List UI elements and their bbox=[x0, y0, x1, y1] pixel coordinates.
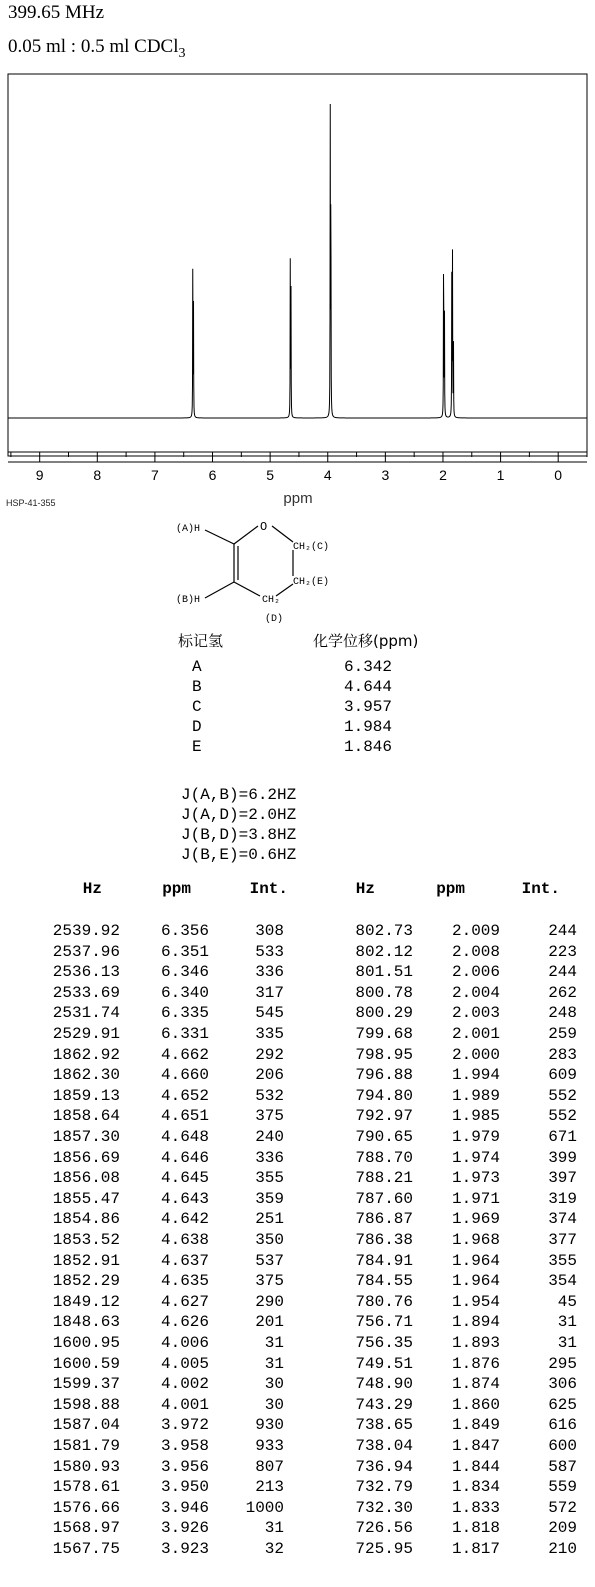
peak-intensity: 399 bbox=[548, 1148, 577, 1167]
shift-header-shift: 化学位移(ppm) bbox=[313, 632, 419, 650]
label-D-group: CH₂ bbox=[262, 595, 281, 606]
peak-hz: 1598.88 bbox=[52, 1395, 120, 1414]
x-tick-label: 5 bbox=[266, 467, 275, 483]
peak-intensity: 587 bbox=[548, 1457, 577, 1476]
peak-intensity: 31 bbox=[557, 1313, 577, 1332]
peak-hz: 780.76 bbox=[355, 1292, 413, 1311]
plot-frame bbox=[8, 74, 587, 456]
peak-ppm: 2.008 bbox=[451, 942, 500, 961]
peak-ppm: 1.985 bbox=[451, 1107, 500, 1126]
peak-intensity: 31 bbox=[557, 1334, 577, 1352]
peak-intensity: 259 bbox=[548, 1025, 577, 1043]
shift-label: C bbox=[192, 698, 202, 716]
peak-ppm: 4.626 bbox=[160, 1313, 209, 1332]
peak-intensity: 336 bbox=[255, 963, 284, 982]
peak-ppm: 1.954 bbox=[451, 1292, 500, 1311]
peak-ppm: 1.964 bbox=[451, 1251, 500, 1270]
structure-bonds bbox=[205, 526, 293, 598]
peak-hz: 798.95 bbox=[355, 1045, 413, 1064]
peak-hz: 1853.52 bbox=[52, 1231, 120, 1249]
peak-hz: 2531.74 bbox=[52, 1004, 120, 1023]
label-O: O bbox=[260, 520, 268, 534]
peak-ppm: 4.001 bbox=[160, 1395, 209, 1414]
peak-intensity: 552 bbox=[548, 1086, 577, 1105]
peak-hz: 1568.97 bbox=[52, 1519, 120, 1538]
peak-intensity: 251 bbox=[255, 1210, 284, 1229]
peak-hz: 1581.79 bbox=[52, 1437, 120, 1455]
coupling-constants bbox=[181, 786, 296, 866]
peak-intensity: 248 bbox=[548, 1004, 577, 1023]
shift-label: B bbox=[192, 678, 202, 696]
peak-intensity: 600 bbox=[548, 1437, 577, 1455]
peak-intensity: 336 bbox=[255, 1148, 284, 1167]
peak-intensity: 671 bbox=[548, 1128, 577, 1146]
peak-ppm: 1.893 bbox=[451, 1334, 500, 1352]
peak-ppm: 2.009 bbox=[451, 922, 500, 940]
peak-hz: 738.04 bbox=[355, 1437, 413, 1455]
peak-col-header: ppm bbox=[162, 880, 191, 898]
peak-hz: 738.65 bbox=[355, 1416, 413, 1435]
peak-ppm: 4.635 bbox=[160, 1272, 209, 1291]
shift-value: 4.644 bbox=[344, 678, 393, 696]
peak-ppm: 1.860 bbox=[451, 1395, 500, 1414]
peak-ppm: 6.331 bbox=[160, 1025, 209, 1043]
peak-intensity: 930 bbox=[255, 1416, 284, 1435]
peak-col-header: Int. bbox=[249, 880, 288, 898]
peak-intensity: 1000 bbox=[245, 1498, 284, 1517]
peak-hz: 756.71 bbox=[355, 1313, 413, 1332]
shift-value: 1.846 bbox=[344, 738, 393, 756]
peak-intensity: 377 bbox=[548, 1231, 577, 1249]
peak-hz: 1856.08 bbox=[52, 1169, 120, 1188]
peak-hz: 1854.86 bbox=[52, 1210, 120, 1229]
peak-hz: 726.56 bbox=[355, 1519, 413, 1538]
peak-intensity: 559 bbox=[548, 1478, 577, 1497]
shift-value: 3.957 bbox=[344, 698, 393, 716]
peak-intensity: 213 bbox=[255, 1478, 284, 1497]
peak-hz: 743.29 bbox=[355, 1395, 413, 1414]
peak-hz: 1576.66 bbox=[52, 1498, 120, 1517]
peak-ppm: 2.001 bbox=[451, 1025, 500, 1043]
peak-intensity: 335 bbox=[255, 1025, 284, 1043]
peak-intensity: 201 bbox=[255, 1313, 284, 1332]
peak-intensity: 355 bbox=[255, 1169, 284, 1188]
label-D: (D) bbox=[265, 614, 284, 625]
peak-intensity: 532 bbox=[255, 1086, 284, 1105]
peak-ppm: 6.340 bbox=[160, 983, 209, 1002]
peak-hz: 732.79 bbox=[355, 1478, 413, 1497]
peak-hz: 756.35 bbox=[355, 1334, 413, 1352]
spectrum-id: HSP-41-355 bbox=[6, 498, 56, 508]
solvent-text: 0.05 ml : 0.5 ml CDCl bbox=[8, 36, 179, 57]
shift-label: A bbox=[192, 658, 202, 676]
peak-intensity: 45 bbox=[557, 1292, 577, 1311]
x-tick-label: 3 bbox=[381, 467, 390, 483]
peak-ppm: 1.964 bbox=[451, 1272, 500, 1291]
nmr-spectrum-chart bbox=[0, 68, 595, 488]
shift-label: E bbox=[192, 738, 202, 756]
peak-ppm: 3.926 bbox=[160, 1519, 209, 1538]
peak-hz: 799.68 bbox=[355, 1025, 413, 1043]
shift-value: 1.984 bbox=[344, 718, 393, 736]
peak-ppm: 4.651 bbox=[160, 1107, 209, 1126]
peak-hz: 1862.92 bbox=[52, 1045, 120, 1064]
shift-row bbox=[178, 738, 438, 758]
peak-hz: 1859.13 bbox=[52, 1086, 120, 1105]
peak-intensity: 625 bbox=[548, 1395, 577, 1414]
x-tick-label: 1 bbox=[496, 467, 505, 483]
peak-hz: 784.55 bbox=[355, 1272, 413, 1291]
peak-intensity: 359 bbox=[255, 1189, 284, 1208]
peak-hz: 786.38 bbox=[355, 1231, 413, 1249]
peak-ppm: 4.662 bbox=[160, 1045, 209, 1064]
peak-intensity: 290 bbox=[255, 1292, 284, 1311]
peak-ppm: 4.646 bbox=[160, 1148, 209, 1167]
peak-hz: 1855.47 bbox=[52, 1189, 120, 1208]
peak-ppm: 3.958 bbox=[160, 1437, 209, 1455]
shift-value: 6.342 bbox=[344, 658, 393, 676]
spectrometer-frequency: 399.65 MHz bbox=[8, 2, 105, 23]
peak-intensity: 354 bbox=[548, 1272, 577, 1291]
peak-hz: 786.87 bbox=[355, 1210, 413, 1229]
peak-intensity: 295 bbox=[548, 1354, 577, 1373]
peak-hz: 1567.75 bbox=[52, 1540, 120, 1558]
peak-intensity: 350 bbox=[255, 1231, 284, 1249]
label-C: CH₂(C) bbox=[293, 542, 330, 553]
peak-hz: 800.29 bbox=[355, 1004, 413, 1023]
label-E: CH₂(E) bbox=[293, 577, 330, 588]
x-tick-label: 8 bbox=[93, 467, 102, 483]
x-tick-label: 2 bbox=[439, 467, 447, 483]
solvent-subscript: 3 bbox=[178, 46, 186, 61]
peak-hz: 788.70 bbox=[355, 1148, 413, 1167]
peak-ppm: 4.648 bbox=[160, 1128, 209, 1146]
peak-intensity: 807 bbox=[255, 1457, 284, 1476]
peak-hz: 1580.93 bbox=[52, 1457, 120, 1476]
x-axis-ticks bbox=[11, 452, 587, 483]
peak-intensity: 30 bbox=[264, 1375, 284, 1394]
peak-ppm: 1.989 bbox=[451, 1086, 500, 1105]
peak-hz: 2533.69 bbox=[52, 983, 120, 1002]
peak-intensity: 206 bbox=[255, 1066, 284, 1085]
peak-intensity: 210 bbox=[548, 1540, 577, 1558]
peak-ppm: 1.818 bbox=[451, 1519, 500, 1538]
coupling-line: J(A,B)=6.2HZ bbox=[181, 786, 297, 804]
peak-ppm: 1.971 bbox=[451, 1189, 500, 1208]
peak-intensity: 223 bbox=[548, 942, 577, 961]
peak-intensity: 397 bbox=[548, 1169, 577, 1188]
peak-ppm: 4.660 bbox=[160, 1066, 209, 1085]
peak-hz: 1862.30 bbox=[52, 1066, 120, 1085]
peak-hz: 749.51 bbox=[355, 1354, 413, 1373]
shift-label: D bbox=[192, 718, 202, 736]
x-tick-label: 0 bbox=[554, 467, 563, 483]
peak-ppm: 6.351 bbox=[160, 942, 209, 961]
peak-col-header: Hz bbox=[355, 880, 375, 898]
peak-ppm: 4.638 bbox=[160, 1231, 209, 1249]
x-tick-label: 9 bbox=[35, 467, 44, 483]
peak-intensity: 545 bbox=[255, 1004, 284, 1023]
peak-hz: 1858.64 bbox=[52, 1107, 120, 1126]
peak-ppm: 1.968 bbox=[451, 1231, 500, 1249]
peak-ppm: 1.849 bbox=[451, 1416, 500, 1435]
peak-intensity: 375 bbox=[255, 1272, 284, 1291]
spectrum-trace bbox=[8, 104, 587, 418]
peak-ppm: 4.006 bbox=[160, 1334, 209, 1352]
peak-hz: 1587.04 bbox=[52, 1416, 120, 1435]
shift-row bbox=[178, 698, 438, 718]
peak-ppm: 6.346 bbox=[160, 963, 209, 982]
peak-hz: 802.12 bbox=[355, 942, 413, 961]
peak-intensity: 31 bbox=[264, 1354, 284, 1373]
peak-ppm: 6.356 bbox=[160, 922, 209, 940]
shift-row bbox=[178, 678, 438, 698]
shift-row bbox=[178, 718, 438, 738]
peak-ppm: 4.643 bbox=[160, 1189, 209, 1208]
peak-ppm: 2.003 bbox=[451, 1004, 500, 1023]
peak-intensity: 319 bbox=[548, 1189, 577, 1208]
peak-intensity: 31 bbox=[264, 1519, 284, 1538]
label-A: (A)H bbox=[176, 524, 201, 535]
peak-hz: 1852.91 bbox=[52, 1251, 120, 1270]
peak-ppm: 4.627 bbox=[160, 1292, 209, 1311]
peak-hz: 787.60 bbox=[355, 1189, 413, 1208]
peak-ppm: 4.652 bbox=[160, 1086, 209, 1105]
x-tick-label: 7 bbox=[151, 467, 159, 483]
peak-col-header: Int. bbox=[521, 880, 560, 898]
peak-hz: 2529.91 bbox=[52, 1025, 120, 1043]
peak-hz: 792.97 bbox=[355, 1107, 413, 1126]
peak-ppm: 6.335 bbox=[160, 1004, 209, 1023]
peak-intensity: 572 bbox=[548, 1498, 577, 1517]
peak-col-header: Hz bbox=[82, 880, 102, 898]
x-tick-label: 6 bbox=[208, 467, 217, 483]
peak-ppm: 3.972 bbox=[160, 1416, 209, 1435]
peak-ppm: 4.642 bbox=[160, 1210, 209, 1229]
coupling-line: J(B,E)=0.6HZ bbox=[181, 846, 297, 864]
peak-intensity: 355 bbox=[548, 1251, 577, 1270]
peak-ppm: 1.874 bbox=[451, 1375, 500, 1394]
peak-intensity: 31 bbox=[264, 1334, 284, 1352]
peak-intensity: 240 bbox=[255, 1128, 284, 1146]
peak-intensity: 616 bbox=[548, 1416, 577, 1435]
peak-ppm: 4.005 bbox=[160, 1354, 209, 1373]
peak-hz: 784.91 bbox=[355, 1251, 413, 1270]
peak-ppm: 3.956 bbox=[160, 1457, 209, 1476]
label-B: (B)H bbox=[176, 595, 201, 606]
peak-intensity: 933 bbox=[255, 1437, 284, 1455]
peak-ppm: 4.002 bbox=[160, 1375, 209, 1394]
peak-ppm: 3.950 bbox=[160, 1478, 209, 1497]
peak-hz: 796.88 bbox=[355, 1066, 413, 1085]
peak-hz: 800.78 bbox=[355, 983, 413, 1002]
peak-hz: 1857.30 bbox=[52, 1128, 120, 1146]
peak-ppm: 1.817 bbox=[451, 1540, 500, 1558]
peak-hz: 1849.12 bbox=[52, 1292, 120, 1311]
peak-ppm: 1.833 bbox=[451, 1498, 500, 1517]
shift-row bbox=[178, 658, 438, 678]
shift-header-label: 标记氢 bbox=[178, 632, 224, 650]
peak-intensity: 283 bbox=[548, 1045, 577, 1064]
peak-ppm: 2.000 bbox=[451, 1045, 500, 1064]
peak-col-header: ppm bbox=[436, 880, 465, 898]
peak-hz: 1599.37 bbox=[52, 1375, 120, 1394]
peak-intensity: 375 bbox=[255, 1107, 284, 1126]
peak-hz: 2537.96 bbox=[52, 942, 120, 961]
peak-hz: 1578.61 bbox=[52, 1478, 120, 1497]
x-tick-label: 4 bbox=[323, 467, 332, 483]
peak-hz: 732.30 bbox=[355, 1498, 413, 1517]
peak-ppm: 1.876 bbox=[451, 1354, 500, 1373]
peak-ppm: 1.973 bbox=[451, 1169, 500, 1188]
peak-ppm: 1.969 bbox=[451, 1210, 500, 1229]
peak-intensity: 374 bbox=[548, 1210, 577, 1229]
peak-hz: 1856.69 bbox=[52, 1148, 120, 1167]
peak-ppm: 2.006 bbox=[451, 963, 500, 982]
peak-hz: 736.94 bbox=[355, 1457, 413, 1476]
solvent-info bbox=[8, 36, 186, 62]
peak-ppm: 4.637 bbox=[160, 1251, 209, 1270]
coupling-line: J(A,D)=2.0HZ bbox=[181, 806, 297, 824]
peak-hz: 1848.63 bbox=[52, 1313, 120, 1332]
peak-hz: 748.90 bbox=[355, 1375, 413, 1394]
peak-hz: 725.95 bbox=[355, 1540, 413, 1558]
peak-ppm: 2.004 bbox=[451, 983, 500, 1002]
molecule-structure bbox=[150, 512, 370, 627]
peak-ppm: 1.847 bbox=[451, 1437, 500, 1455]
peak-intensity: 32 bbox=[264, 1540, 284, 1558]
peak-ppm: 1.844 bbox=[451, 1457, 500, 1476]
peak-intensity: 292 bbox=[255, 1045, 284, 1064]
peak-intensity: 609 bbox=[548, 1066, 577, 1085]
peak-hz: 2539.92 bbox=[52, 922, 120, 940]
peak-intensity: 308 bbox=[255, 922, 284, 940]
peak-ppm: 1.979 bbox=[451, 1128, 500, 1146]
x-axis-label: ppm bbox=[283, 490, 313, 507]
peak-intensity: 533 bbox=[255, 942, 284, 961]
coupling-line: J(B,D)=3.8HZ bbox=[181, 826, 297, 844]
peak-ppm: 1.994 bbox=[451, 1066, 500, 1085]
peak-hz: 1600.95 bbox=[52, 1334, 120, 1352]
peak-ppm: 1.974 bbox=[451, 1148, 500, 1167]
peak-ppm: 1.834 bbox=[451, 1478, 500, 1497]
peak-ppm: 4.645 bbox=[160, 1169, 209, 1188]
peak-hz: 2536.13 bbox=[52, 963, 120, 982]
peak-intensity: 317 bbox=[255, 983, 284, 1002]
peak-hz: 801.51 bbox=[355, 963, 413, 982]
peak-intensity: 537 bbox=[255, 1251, 284, 1270]
peak-intensity: 552 bbox=[548, 1107, 577, 1126]
peak-hz: 1852.29 bbox=[52, 1272, 120, 1291]
peak-intensity: 262 bbox=[548, 983, 577, 1002]
peak-intensity: 30 bbox=[264, 1395, 284, 1414]
peak-hz: 802.73 bbox=[355, 922, 413, 940]
peak-hz: 1600.59 bbox=[52, 1354, 120, 1373]
peak-ppm: 3.946 bbox=[160, 1498, 209, 1517]
peak-ppm: 1.894 bbox=[451, 1313, 500, 1332]
peak-intensity: 244 bbox=[548, 963, 577, 982]
peak-hz: 788.21 bbox=[355, 1169, 413, 1188]
peak-intensity: 306 bbox=[548, 1375, 577, 1394]
peak-ppm: 3.923 bbox=[160, 1540, 209, 1558]
peak-hz: 794.80 bbox=[355, 1086, 413, 1105]
peak-intensity: 244 bbox=[548, 922, 577, 940]
peak-intensity: 209 bbox=[548, 1519, 577, 1538]
peak-hz: 790.65 bbox=[355, 1128, 413, 1146]
